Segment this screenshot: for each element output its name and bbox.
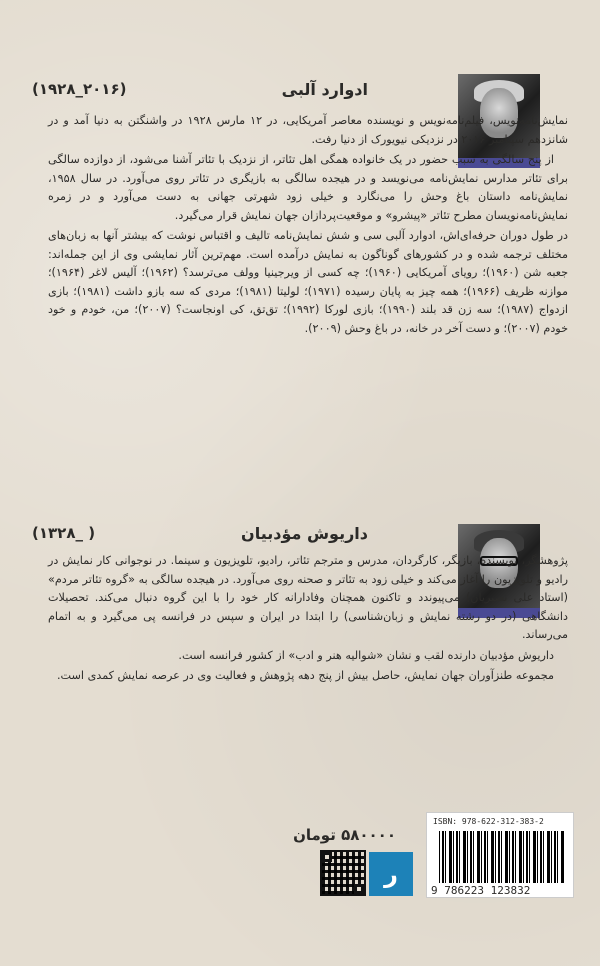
isbn-label: ISBN: 978-622-312-383-2 <box>433 817 544 826</box>
bio-paragraph: داریوش مؤدبیان دارنده لقب و نشان «شوالیه هنر و ادب» از کشور فرانسه است. <box>178 648 554 662</box>
barcode-bars <box>439 831 565 883</box>
isbn-barcode <box>426 812 574 898</box>
bio-paragraph: در طول دوران حرفه‌ای‌اش، ادوارد آلبی سی و شش نمایش‌نامه تالیف و اقتباس نوشت که بیشتر آنها به زبان‌های مختلف ترجمه شده و در کشورهای گوناگون به نمایش درآمده است. مهم‌ترین آثار نمایشی وی از این جمله‌اند: جعبه شن (۱۹۶۰)؛ رویای آمریکایی (۱۹۶۰)؛ چه کسی از ویرجینیا وولف می‌ترسد؟ (۱۹۶۲)؛ آلیس لاغر (۱۹۶۴)؛ موازنه ظریف (۱۹۶۶)؛ همه چیز به پایان رسیده (۱۹۷۱)؛ لولیتا (۱۹۸۱)؛ مردی که سه بازو داشت (۱۹۸۱)؛ بازی ازدواج (۱۹۸۷)؛ سه زن قد بلند (۱۹۹۰)؛ بازی لورکا (۱۹۹۲)؛ تق‌تق، کی اونجاست؟ (۲۰۰۷)؛ من، خودم و خود خودم (۲۰۰۷)؛ و دست آخر در خانه، در باغ وحش (۲۰۰۹). <box>48 229 569 335</box>
bio-paragraph: از پنج سالگی به سبب حضور در یک خانواده همگی اهل تئاتر، از نزدیک با تئاتر آشنا می‌شود، از دوازده سالگی برای تئاتر مدارس نمایش‌نامه می‌نویسد و در هیجده سالگی به بازیگری در تئاتر روی می‌آورد. در سال ۱۹۵۸، نمایش‌نامه داستان باغ وحش را می‌نگارد و خیلی زود شهرتی جهانی به دست می‌آورد و در زمره نمایش‌نامه‌نویسان مطرح تئاتر «پیشرو» و موقعیت‌پردازان جهان نمایش قرار می‌گیرد. <box>48 153 568 222</box>
author-bio-moaddabian <box>48 552 568 688</box>
author-name-albee: ادوارد آلبی <box>281 80 368 99</box>
qr-code-icon <box>322 852 364 894</box>
price-label: ۵۸۰۰۰۰ تومان <box>293 826 396 844</box>
bio-paragraph: مجموعه طنزآوران جهان نمایش، حاصل بیش از پنج دهه پژوهش و فعالیت وی در عرصه نمایش کمدی است. <box>57 669 554 682</box>
author-dates-moaddabian: (۱۳۲۸_ ) <box>32 524 96 542</box>
author-dates-albee: (۱۹۲۸_۲۰۱۶) <box>32 80 127 98</box>
author-name-moaddabian: داریوش مؤدبیان <box>241 524 368 543</box>
bio-paragraph: پژوهشگر، نویسنده، بازیگر، کارگردان، مدرس و مترجم تئاتر، رادیو، تلویزیون و سینما. در نوجوانی کار نمایش در رادیو و تلویزیون را آغاز می‌کند و خیلی زود به تئاتر و صحنه روی می‌آورد. در هیجده سالگی به «گروه تئاتر مردم» (استاد علی نصیریان) می‌پیوندد و تاکنون همچنان وفادارانه کار خود را با این گروه دنبال می‌کند. تحصیلات دانشگاهی (در دو رشته نمایش و زبان‌شناسی) را ابتدا در ایران و سپس در فرانسه پی می‌گیرد و به اتمام می‌رساند. <box>48 554 568 641</box>
bio-paragraph: نمایش‌نامه‌نویس، فیلم‌نامه‌نویس و نویسنده معاصر آمریکایی، در ۱۲ مارس ۱۹۲۸ در واشنگتن به دنیا آمد و در شانزدهم سپتامبر ۲۰۱۶ در نزدیکی نیویورک از دنیا رفت. <box>48 114 568 146</box>
publisher-logo-icon: ر <box>369 852 413 896</box>
barcode-digits: 9 786223 123832 <box>431 884 531 897</box>
author-bio-albee <box>48 112 568 340</box>
